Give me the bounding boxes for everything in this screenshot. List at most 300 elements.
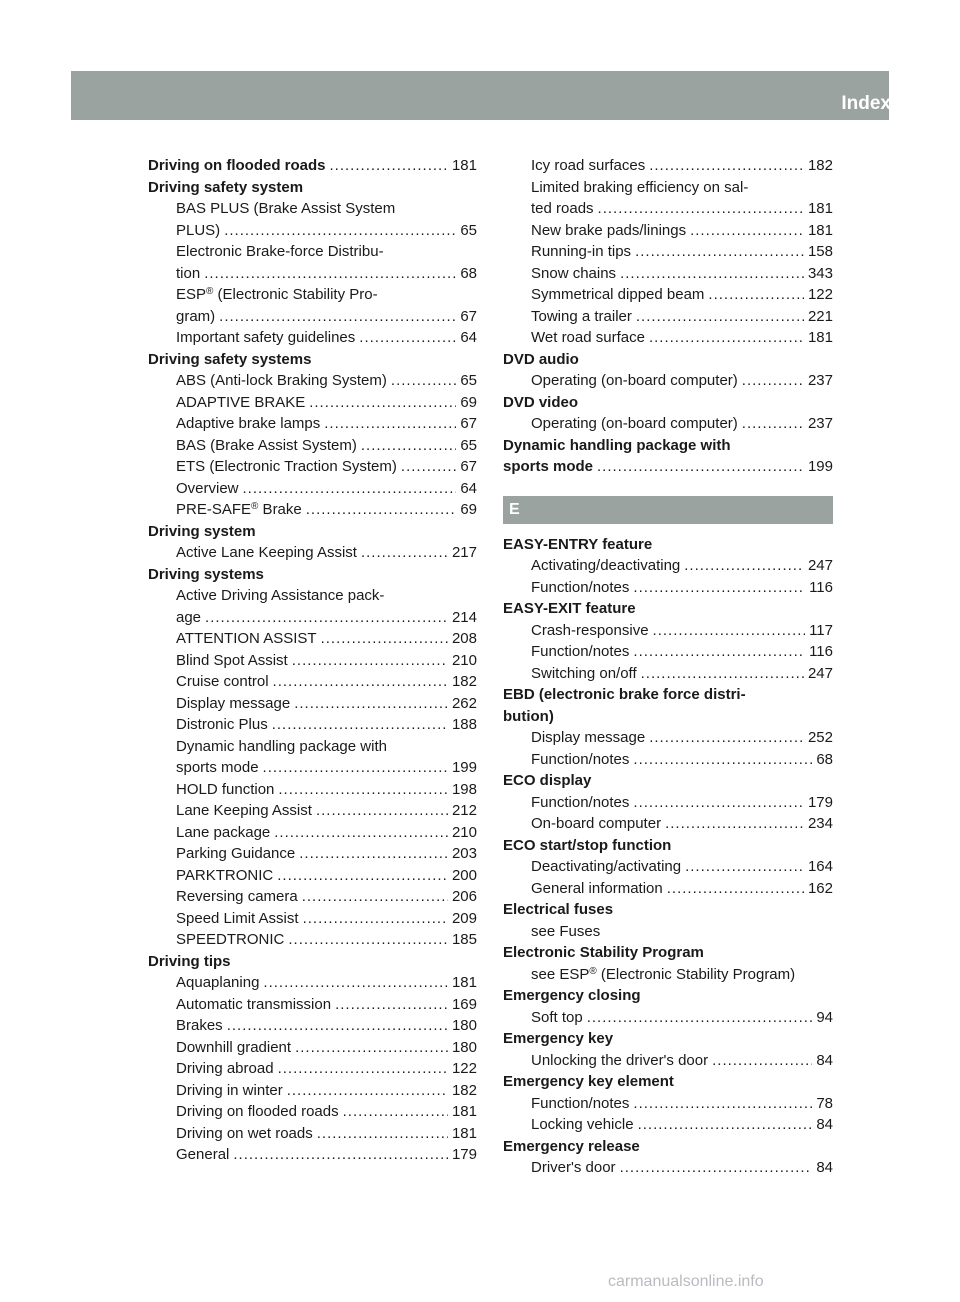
page-ref: 198 xyxy=(451,780,477,798)
dot-leader xyxy=(295,1037,448,1059)
entry-label: New brake pads/linings xyxy=(531,221,687,239)
index-subentry xyxy=(503,620,833,642)
page-ref: 64 xyxy=(460,329,477,346)
entry-label: ETS (Electronic Traction System) xyxy=(176,458,397,475)
page-ref: 94 xyxy=(816,1008,833,1026)
dot-leader xyxy=(633,577,805,599)
dot-leader xyxy=(204,263,456,285)
dot-leader xyxy=(299,843,448,865)
watermark: carmanualsonline.info xyxy=(608,1273,764,1290)
entry-label: Driver's door xyxy=(531,1159,616,1176)
dot-leader xyxy=(587,1007,813,1029)
index-subentry xyxy=(148,1037,477,1059)
index-subentry xyxy=(148,607,477,629)
entry-label: Automatic transmission xyxy=(176,995,332,1013)
index-heading: EASY-EXIT feature xyxy=(503,600,636,617)
page-ref: 181 xyxy=(807,329,833,346)
index-subentry xyxy=(503,284,833,306)
index-subentry xyxy=(148,306,477,328)
index-subentry xyxy=(503,1007,833,1029)
index-subentry xyxy=(503,813,833,835)
dot-leader xyxy=(205,607,448,629)
dot-leader xyxy=(690,220,804,242)
dot-leader xyxy=(263,972,448,994)
page-ref: 206 xyxy=(451,888,477,905)
page-ref: 65 xyxy=(460,436,477,454)
page-ref: 164 xyxy=(807,858,833,875)
page-ref: 237 xyxy=(807,372,833,389)
entry-label-end: (Electronic Stability Pro- xyxy=(213,286,378,303)
dot-leader xyxy=(317,1123,448,1145)
entry-label: Parking Guidance xyxy=(176,845,296,862)
entry-label: Overview xyxy=(176,479,239,497)
entry-label: Driving in winter xyxy=(176,1081,283,1099)
entry-label-end: (Electronic Stability Program) xyxy=(596,965,796,983)
dot-leader xyxy=(649,327,804,349)
page-ref: 64 xyxy=(460,479,477,497)
dot-leader xyxy=(335,994,448,1016)
page-ref: 252 xyxy=(807,729,833,746)
entry-label: Function/notes xyxy=(531,750,630,768)
dot-leader xyxy=(712,1050,812,1072)
entry-label: Function/notes xyxy=(531,1094,630,1112)
page-ref: 65 xyxy=(460,372,477,389)
index-subentry xyxy=(148,456,477,478)
page-ref: 117 xyxy=(809,621,833,639)
index-subentry xyxy=(148,327,477,349)
page-ref: 203 xyxy=(451,845,477,862)
index-heading: Driving safety system xyxy=(148,178,304,196)
entry-label: Switching on/off xyxy=(531,664,637,682)
page-ref: 67 xyxy=(460,307,477,325)
header-bar xyxy=(71,71,937,120)
dot-leader xyxy=(708,284,804,306)
section-letter-bar: E xyxy=(503,496,833,524)
page-ref: 68 xyxy=(816,750,833,768)
dot-leader xyxy=(243,478,457,500)
registered-mark: ® xyxy=(206,286,214,297)
index-subentry xyxy=(503,1114,833,1136)
entry-label: Cruise control xyxy=(176,673,269,690)
page-ref: 116 xyxy=(809,643,833,660)
header-title: Index xyxy=(841,93,891,114)
index-subentry xyxy=(503,555,833,577)
entry-label: Unlocking the driver's door xyxy=(531,1051,709,1069)
dot-leader xyxy=(294,693,448,715)
page-ref: 208 xyxy=(451,630,477,647)
index-subentry xyxy=(148,929,477,951)
index-heading: Emergency release xyxy=(503,1137,640,1155)
index-subentry xyxy=(148,693,477,715)
dot-leader xyxy=(597,456,804,478)
entry-label: Speed Limit Assist xyxy=(176,909,299,927)
dot-leader xyxy=(684,555,804,577)
entry-label: Operating (on-board computer) xyxy=(531,372,738,389)
dot-leader xyxy=(649,155,804,177)
entry-label: ted roads xyxy=(531,200,594,217)
page-number: 9 xyxy=(927,94,937,113)
index-heading: Emergency key xyxy=(503,1030,614,1047)
index-subentry xyxy=(148,908,477,930)
index-subentry xyxy=(148,714,477,736)
dot-leader xyxy=(633,1093,812,1115)
dot-leader xyxy=(330,155,448,177)
page-ref: 262 xyxy=(451,694,477,712)
dot-leader xyxy=(636,306,804,328)
page-ref: 214 xyxy=(451,608,477,626)
entry-label: ADAPTIVE BRAKE xyxy=(176,393,306,411)
index-subentry xyxy=(148,1144,477,1166)
dot-leader xyxy=(287,1080,448,1102)
index-heading: ECO start/stop function xyxy=(503,836,672,854)
index-subentry xyxy=(148,822,477,844)
index-subentry xyxy=(503,878,833,900)
entry-label: ATTENTION ASSIST xyxy=(176,630,317,647)
index-subentry xyxy=(148,886,477,908)
page-ref: 185 xyxy=(451,931,477,948)
index-heading: Dynamic handling package with xyxy=(503,436,731,454)
page-ref: 84 xyxy=(816,1116,833,1133)
page-ref: 67 xyxy=(460,458,477,475)
index-heading: Driving system xyxy=(148,522,256,540)
dot-leader xyxy=(233,1144,448,1166)
entry-label: PARKTRONIC xyxy=(176,866,274,884)
dot-leader xyxy=(620,263,804,285)
registered-mark: ® xyxy=(251,501,259,512)
index-subentry xyxy=(148,972,477,994)
index-heading: Driving tips xyxy=(148,952,231,970)
entry-label: Activating/deactivating xyxy=(531,557,681,574)
dot-leader xyxy=(667,878,804,900)
index-subentry xyxy=(503,663,833,685)
entry-label-start: see ESP xyxy=(531,965,590,983)
entry-label: Important safety guidelines xyxy=(176,329,356,346)
dot-leader xyxy=(324,413,456,435)
index-subentry xyxy=(148,994,477,1016)
entry-label: Function/notes xyxy=(531,643,630,660)
entry-label: General xyxy=(176,1146,230,1163)
entry-label: ABS (Anti-lock Braking System) xyxy=(176,372,387,389)
index-subentry xyxy=(148,1015,477,1037)
page-ref: 181 xyxy=(451,1103,477,1120)
index-subentry: BAS PLUS (Brake Assist System xyxy=(176,200,396,217)
index-subentry xyxy=(503,1050,833,1072)
entry-label: Function/notes xyxy=(531,578,630,596)
index-subentry xyxy=(148,628,477,650)
dot-leader xyxy=(653,620,806,642)
page-ref: 65 xyxy=(460,221,477,239)
entry-label-end: Brake xyxy=(258,501,302,518)
dot-leader xyxy=(278,1058,448,1080)
page-ref: 68 xyxy=(460,264,477,282)
page-ref: 181 xyxy=(451,1124,477,1142)
dot-leader xyxy=(401,456,456,478)
index-subentry xyxy=(148,779,477,801)
index-subentry xyxy=(148,435,477,457)
index-subentry xyxy=(148,865,477,887)
page-ref: 180 xyxy=(451,1017,477,1034)
page-ref: 179 xyxy=(807,793,833,811)
page-ref: 247 xyxy=(807,557,833,574)
page-ref: 221 xyxy=(807,307,833,325)
dot-leader xyxy=(224,220,456,242)
index-subentry xyxy=(503,577,833,599)
dot-leader xyxy=(361,435,456,457)
dot-leader xyxy=(316,800,448,822)
index-subentry xyxy=(148,1080,477,1102)
entry-label: sports mode xyxy=(503,458,594,475)
index-subentry: Electronic Brake-force Distribu- xyxy=(176,243,384,260)
page-ref: 210 xyxy=(451,823,477,841)
dot-leader xyxy=(391,370,456,392)
entry-label: Operating (on-board computer) xyxy=(531,415,738,432)
index-subentry xyxy=(503,749,833,771)
entry-label: Brakes xyxy=(176,1017,223,1034)
index-subentry xyxy=(503,1157,833,1179)
index-subentry xyxy=(148,650,477,672)
page-ref: 84 xyxy=(816,1159,833,1176)
dot-leader xyxy=(277,865,448,887)
index-column-left xyxy=(148,155,477,1166)
index-subentry xyxy=(503,413,833,435)
page-ref: 181 xyxy=(807,221,833,239)
dot-leader xyxy=(303,908,448,930)
entry-label: SPEEDTRONIC xyxy=(176,931,285,948)
page-ref: 234 xyxy=(807,815,833,832)
page-ref: 122 xyxy=(807,286,833,303)
index-subentry xyxy=(148,284,477,306)
entry-label: Downhill gradient xyxy=(176,1038,292,1056)
dot-leader xyxy=(292,650,448,672)
dot-leader xyxy=(274,822,448,844)
index-heading: DVD audio xyxy=(503,350,579,368)
entry-label: Blind Spot Assist xyxy=(176,651,288,669)
index-subentry xyxy=(503,641,833,663)
entry-label: Driving on flooded roads xyxy=(176,1103,339,1120)
registered-mark: ® xyxy=(589,965,597,977)
dot-leader xyxy=(278,779,448,801)
index-subentry xyxy=(503,241,833,263)
index-subentry xyxy=(148,220,477,242)
entry-label: PLUS) xyxy=(176,221,221,239)
dot-leader xyxy=(641,663,804,685)
index-subentry xyxy=(148,1123,477,1145)
dot-leader xyxy=(302,886,448,908)
entry-label: Crash-responsive xyxy=(531,621,649,639)
dot-leader xyxy=(273,671,448,693)
index-heading: Electrical fuses xyxy=(503,901,614,918)
index-subentry xyxy=(148,392,477,414)
entry-label: Active Lane Keeping Assist xyxy=(176,544,357,561)
index-subentry xyxy=(503,263,833,285)
dot-leader xyxy=(598,198,804,220)
page-ref: 188 xyxy=(451,716,477,733)
entry-label: gram) xyxy=(176,307,216,325)
index-heading: ECO display xyxy=(503,772,592,789)
index-heading: DVD video xyxy=(503,393,579,411)
dot-leader xyxy=(620,1157,813,1179)
entry-label: Symmetrical dipped beam xyxy=(531,286,705,303)
index-subentry xyxy=(503,220,833,242)
dot-leader xyxy=(306,499,457,521)
index-subentry xyxy=(503,155,833,177)
index-subentry xyxy=(148,671,477,693)
entry-label: Driving on wet roads xyxy=(176,1124,313,1142)
index-subentry xyxy=(148,757,477,779)
entry-label: tion xyxy=(176,264,201,282)
entry-label: Distronic Plus xyxy=(176,716,268,733)
entry-label: Driving on flooded roads xyxy=(148,157,326,174)
page-ref: 182 xyxy=(451,1081,477,1099)
entry-label-start: PRE-SAFE xyxy=(176,501,252,518)
index-heading: Driving systems xyxy=(148,565,264,583)
page-ref: 181 xyxy=(451,974,477,991)
index-subentry xyxy=(148,1101,477,1123)
index-heading: Emergency key element xyxy=(503,1073,674,1090)
index-subentry xyxy=(503,327,833,349)
dot-leader xyxy=(742,370,804,392)
dot-leader xyxy=(649,727,804,749)
index-subentry xyxy=(148,1058,477,1080)
index-subentry xyxy=(503,198,833,220)
dot-leader xyxy=(321,628,448,650)
page-ref: 122 xyxy=(451,1060,477,1077)
entry-label: General information xyxy=(531,879,663,897)
page-ref: 199 xyxy=(451,759,477,776)
page-ref: 158 xyxy=(807,243,833,260)
dot-leader xyxy=(272,714,448,736)
index-subentry: Active Driving Assistance pack- xyxy=(176,587,385,604)
index-subentry xyxy=(503,856,833,878)
index-subentry xyxy=(148,542,477,564)
dot-leader xyxy=(309,392,456,414)
dot-leader xyxy=(742,413,804,435)
page-ref: 247 xyxy=(807,664,833,682)
index-heading: bution) xyxy=(503,707,554,725)
page-ref: 343 xyxy=(807,264,833,282)
index-subentry xyxy=(148,800,477,822)
entry-label: Aquaplaning xyxy=(176,974,260,991)
dot-leader xyxy=(359,327,456,349)
page-ref: 212 xyxy=(451,802,477,819)
dot-leader xyxy=(685,856,804,878)
dot-leader xyxy=(288,929,448,951)
index-heading: EASY-ENTRY feature xyxy=(503,535,653,553)
index-column-right xyxy=(503,155,833,1179)
entry-label: Soft top xyxy=(531,1008,583,1026)
index-heading-entry xyxy=(148,155,477,177)
page-ref: 209 xyxy=(451,909,477,927)
index-subentry: Dynamic handling package with xyxy=(176,737,387,755)
dot-leader xyxy=(638,1114,813,1136)
page-ref: 199 xyxy=(807,458,833,475)
entry-label: Reversing camera xyxy=(176,888,298,905)
page-ref: 67 xyxy=(460,415,477,432)
dot-leader xyxy=(633,749,812,771)
page-ref: 69 xyxy=(460,393,477,411)
entry-label: Adaptive brake lamps xyxy=(176,415,321,432)
entry-label: sports mode xyxy=(176,759,259,776)
index-subentry xyxy=(503,727,833,749)
entry-label: Display message xyxy=(176,694,291,712)
index-subentry xyxy=(148,478,477,500)
page-ref: 169 xyxy=(451,995,477,1013)
dot-leader xyxy=(219,306,456,328)
dot-leader xyxy=(635,241,804,263)
index-subentry xyxy=(148,370,477,392)
entry-label: Snow chains xyxy=(531,264,617,282)
index-heading: Emergency closing xyxy=(503,987,641,1004)
page-ref: 69 xyxy=(460,501,477,518)
entry-label-start: ESP xyxy=(176,286,207,303)
page-ref: 179 xyxy=(451,1146,477,1163)
page-ref: 181 xyxy=(807,200,833,217)
index-heading: Driving safety systems xyxy=(148,350,312,368)
dot-leader xyxy=(343,1101,448,1123)
entry-label xyxy=(176,499,302,521)
index-subentry xyxy=(148,499,477,521)
entry-label: Deactivating/activating xyxy=(531,858,682,875)
page-ref: 84 xyxy=(816,1051,833,1069)
entry-label: Towing a trailer xyxy=(531,307,632,325)
index-subentry xyxy=(503,1093,833,1115)
index-subentry xyxy=(503,964,833,986)
page-ref: 181 xyxy=(451,157,477,174)
entry-label: Wet road surface xyxy=(531,329,645,346)
index-heading: EBD (electronic brake force distri- xyxy=(503,686,746,703)
index-subentry xyxy=(503,792,833,814)
index-heading-entry xyxy=(503,456,833,478)
page-ref: 116 xyxy=(809,578,833,596)
entry-label: On-board computer xyxy=(531,815,662,832)
dot-leader xyxy=(633,641,805,663)
entry-label: HOLD function xyxy=(176,780,275,798)
page-ref: 182 xyxy=(451,673,477,690)
index-subentry xyxy=(503,306,833,328)
page-ref: 78 xyxy=(816,1094,833,1112)
index-subentry: see Fuses xyxy=(531,922,601,940)
dot-leader xyxy=(361,542,448,564)
page-ref: 217 xyxy=(451,544,477,561)
index-subentry xyxy=(148,843,477,865)
dot-leader xyxy=(665,813,804,835)
entry-label: Icy road surfaces xyxy=(531,157,646,174)
entry-label: Display message xyxy=(531,729,646,746)
index-subentry xyxy=(148,263,477,285)
dot-leader xyxy=(227,1015,448,1037)
entry-label: BAS (Brake Assist System) xyxy=(176,436,357,454)
page-ref: 182 xyxy=(807,157,833,174)
entry-label: age xyxy=(176,608,202,626)
index-subentry xyxy=(148,413,477,435)
entry-label: Running-in tips xyxy=(531,243,632,260)
page-ref: 162 xyxy=(807,879,833,897)
index-heading: Electronic Stability Program xyxy=(503,944,704,961)
page-ref: 200 xyxy=(451,866,477,884)
entry-label: Lane package xyxy=(176,823,271,841)
dot-leader xyxy=(633,792,804,814)
entry-label: Locking vehicle xyxy=(531,1116,634,1133)
entry-label: Function/notes xyxy=(531,793,630,811)
dot-leader xyxy=(263,757,448,779)
entry-label: Lane Keeping Assist xyxy=(176,802,312,819)
index-subentry: Limited braking efficiency on sal- xyxy=(531,178,749,196)
page-ref: 210 xyxy=(451,651,477,669)
index-subentry xyxy=(503,370,833,392)
page-ref: 237 xyxy=(807,415,833,432)
page-ref: 180 xyxy=(451,1038,477,1056)
entry-label: Driving abroad xyxy=(176,1060,274,1077)
